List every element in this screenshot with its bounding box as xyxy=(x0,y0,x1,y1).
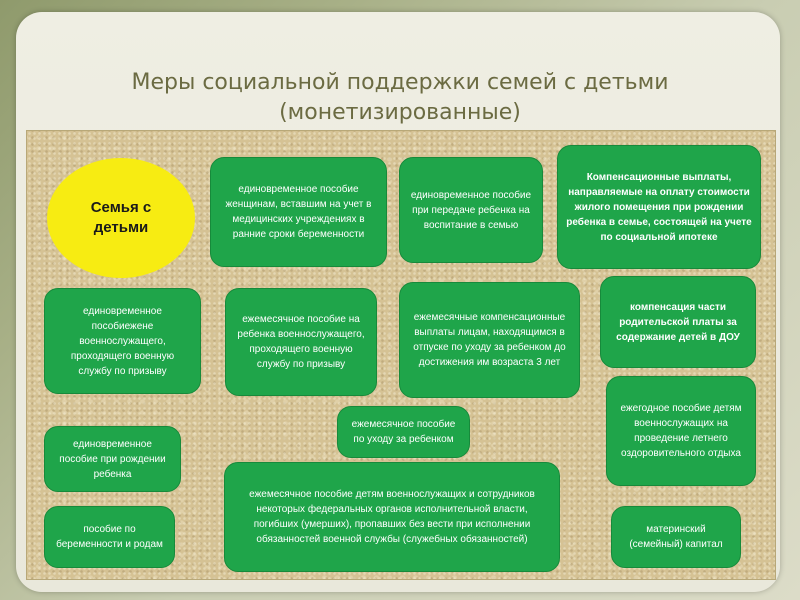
slide-title xyxy=(0,68,800,128)
family-with-children-node xyxy=(47,158,195,278)
title-line-2: (монетизированные) xyxy=(279,100,521,125)
monthly-childcare-box: ежемесячное пособие по уходу за ребенком xyxy=(337,406,470,458)
lump-sum-birth-box: единовременное пособие при рождении ребенка xyxy=(44,426,181,492)
housing-compensation-box: Компенсационные выплаты, направляемые на оплату стоимости жилого помещения при рождении ребенка в семье, состоящей на учете по социальной ипотеке xyxy=(557,145,761,269)
family-label-line-1: Семья с xyxy=(90,199,152,216)
annual-summer-rest-box: ежегодное пособие детям военнослужащих на проведение летнего оздоровительного отдыха xyxy=(606,376,756,486)
monthly-parental-leave-box: ежемесячные компенсационные выплаты лицам, находящимся в отпуске по уходу за ребенком до достижения им возраста 3 лет xyxy=(399,282,580,398)
title-line-1: Меры социальной поддержки семей с детьми xyxy=(131,70,669,95)
maternity-benefit-box: пособие по беременности и родам xyxy=(44,506,175,568)
lump-sum-early-pregnancy-box: единовременное пособие женщинам, вставшим на учет в медицинских учреждениях в ранние сроки беременности xyxy=(210,157,387,267)
monthly-conscript-child-box: ежемесячное пособие на ребенка военнослужащего, проходящего военную службу по призыву xyxy=(225,288,377,396)
kindergarten-compensation-box: компенсация части родительской платы за содержание детей в ДОУ xyxy=(600,276,756,368)
maternity-capital-box: материнский (семейный) капитал xyxy=(611,506,741,568)
lump-sum-foster-transfer-box: единовременное пособие при передаче ребенка на воспитание в семью xyxy=(399,157,543,263)
monthly-fallen-servicemen-children-box: ежемесячное пособие детям военнослужащих и сотрудников некоторых федеральных органов исполнительной власти, погибших (умерших), пропавших без вести при исполнении обязанностей военной службы (служебных обязанностей) xyxy=(224,462,560,572)
lump-sum-conscript-wife-box: единовременное пособиежене военнослужащего, проходящего военную службу по призыву xyxy=(44,288,201,394)
family-label-line-2: детьми xyxy=(93,219,149,236)
